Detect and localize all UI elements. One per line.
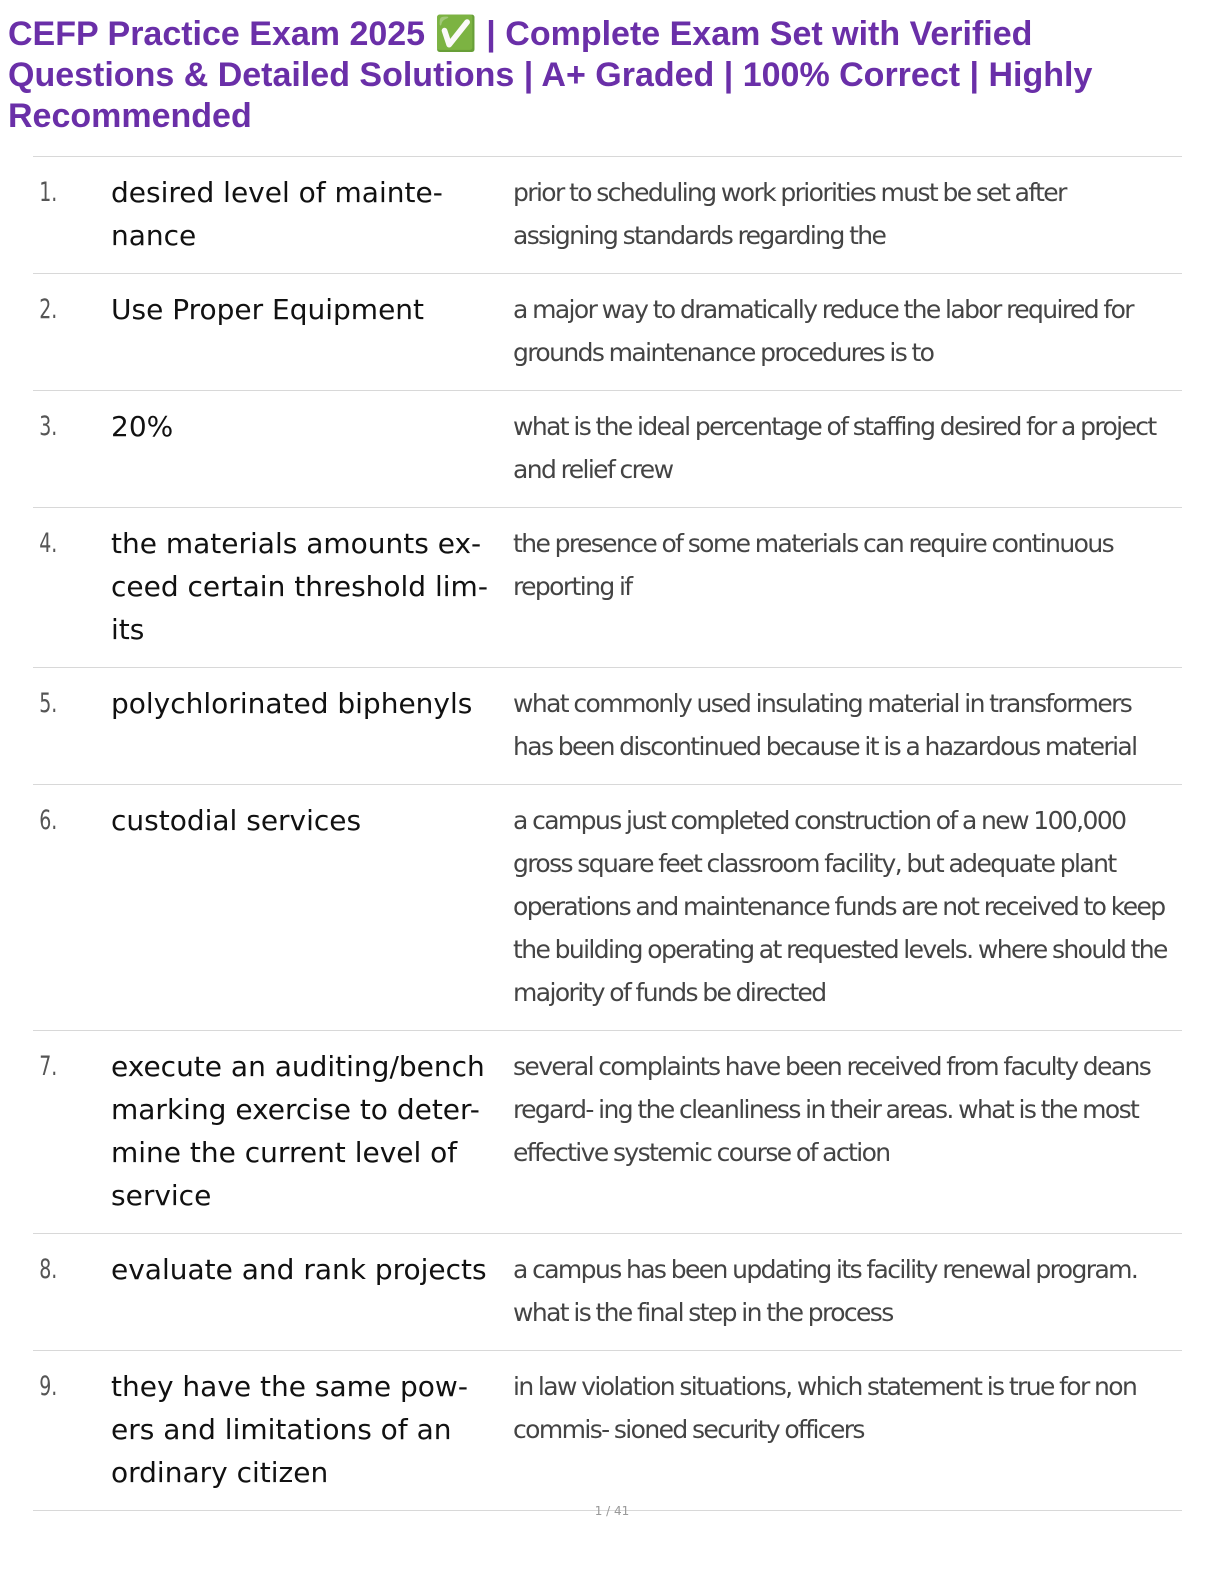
document-title: CEFP Practice Exam 2025 ✅ | Complete Exam Set with Verified Questions & Detailed Solutions | A+ Graded | 100% Correct | Highly Recommended [8, 15, 1093, 135]
card-term: they have the same pow- ers and limitations of an ordinary citizen [111, 1370, 468, 1489]
flashcard-row [33, 508, 1182, 668]
card-definition: a major way to dramatically reduce the labor required for grounds maintenance procedures is to [513, 295, 1133, 367]
card-definition: prior to scheduling work priorities must be set after assigning standards regarding the [513, 178, 1066, 250]
card-number: 4. [39, 528, 58, 559]
flashcard-list [33, 156, 1182, 1511]
flashcard-row [33, 391, 1182, 508]
card-number: 8. [39, 1254, 58, 1285]
card-definition: a campus has been updating its facility renewal program. what is the final step in the process [513, 1255, 1138, 1327]
card-term: custodial services [111, 804, 362, 837]
flashcard-row [33, 1031, 1182, 1234]
card-term: evaluate and rank projects [111, 1253, 487, 1286]
flashcard-row [33, 668, 1182, 785]
card-term: 20% [111, 410, 174, 443]
card-definition: a campus just completed construction of a new 100,000 gross square feet classroom facility, but adequate plant operations and maintenance funds are not received to keep the building operating at requested levels. where should the majority of funds be directed [513, 806, 1167, 1007]
card-definition: what commonly used insulating material in transformers has been discontinued because it is a hazardous material [513, 689, 1137, 761]
card-definition: what is the ideal percentage of staffing desired for a project and relief crew [513, 412, 1156, 484]
card-number: 2. [39, 294, 58, 325]
flashcard-row [33, 1234, 1182, 1351]
page-indicator: 1 / 41 [594, 1504, 630, 1518]
card-number: 6. [39, 805, 58, 836]
card-term: the materials amounts ex- ceed certain threshold lim- its [111, 527, 488, 646]
card-number: 1. [39, 177, 58, 208]
card-definition: several complaints have been received from faculty deans regard- ing the cleanliness in their areas. what is the most effective systemic course of action [513, 1052, 1151, 1167]
card-number: 5. [39, 688, 58, 719]
card-number: 7. [39, 1051, 58, 1082]
card-term: execute an auditing/bench marking exercise to deter- mine the current level of service [111, 1050, 485, 1212]
flashcard-row [33, 274, 1182, 391]
card-number: 3. [39, 411, 58, 442]
card-term: polychlorinated biphenyls [111, 687, 473, 720]
card-term: desired level of mainte- nance [111, 176, 443, 252]
card-number: 9. [39, 1371, 58, 1402]
flashcard-row [33, 1351, 1182, 1511]
flashcard-row [33, 785, 1182, 1031]
card-definition: in law violation situations, which statement is true for non commis- sioned security officers [513, 1372, 1137, 1444]
card-definition: the presence of some materials can require continuous reporting if [513, 529, 1114, 601]
card-term: Use Proper Equipment [111, 293, 425, 326]
flashcard-row [33, 157, 1182, 274]
